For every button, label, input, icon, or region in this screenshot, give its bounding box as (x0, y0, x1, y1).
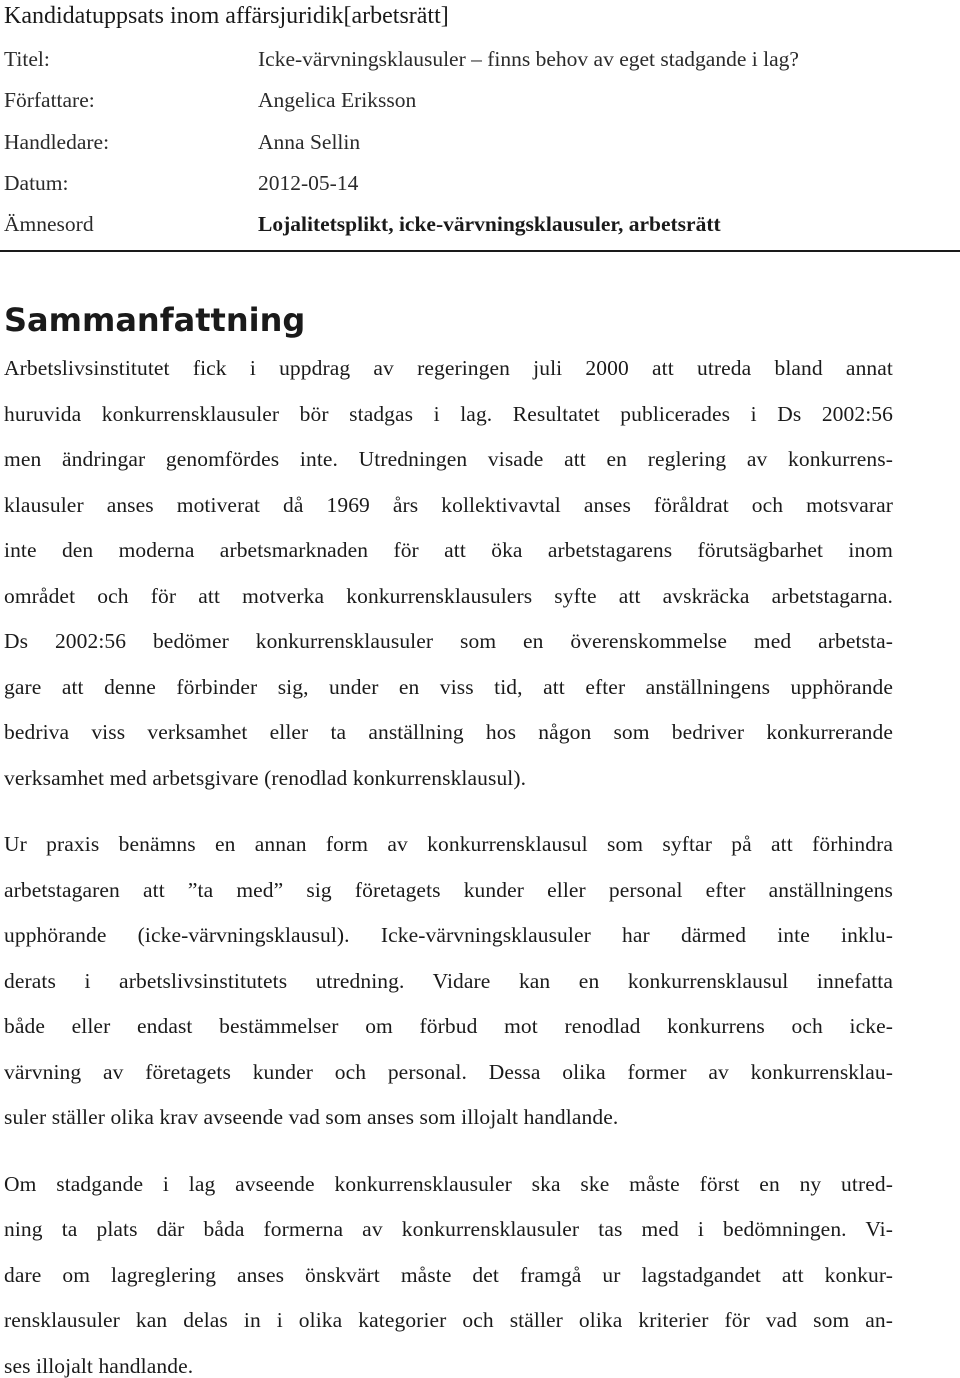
meta-row-date (0, 164, 960, 205)
meta-row-supervisor (0, 123, 960, 164)
date-value: 2012-05-14 (258, 170, 359, 195)
paragraph-line: både eller endast bestämmelser om förbud mot renodlad konkurrens och icke- (4, 1014, 893, 1038)
supervisor-label: Handledare: (4, 129, 110, 154)
paragraph-line: gare att denne förbinder sig, under en viss tid, att efter anställningens upphörande (4, 674, 893, 699)
paragraph-line: dare om lagreglering anses önskvärt måste det framgå ur lagstadgandet att konkur- (4, 1262, 893, 1287)
summary-paragraph (4, 822, 893, 1141)
document-heading: Kandidatuppsats inom affärsjuridik[arbetsrätt] (4, 3, 449, 29)
meta-row-title (0, 40, 960, 81)
paragraph-line: upphörande (icke-värvningsklausul). Icke-värvningsklausuler har därmed inte inklu- (4, 923, 893, 947)
paragraph-line: rensklausuler kan delas in i olika kategorier och ställer olika kriterier för vad som an- (4, 1308, 893, 1332)
paragraph-line: Arbetslivsinstitutet fick i uppdrag av regeringen juli 2000 att utreda bland annat (4, 356, 893, 380)
thesis-metadata (0, 40, 960, 252)
meta-row-keywords (0, 205, 960, 246)
title-label: Titel: (4, 47, 50, 71)
paragraph-line: verksamhet med arbetsgivare (renodlad konkurrensklausul). (4, 765, 527, 790)
paragraph-line: bedriva viss verksamhet eller ta anställning hos någon som bedriver konkurrerande (4, 720, 893, 744)
summary-paragraph (4, 346, 893, 801)
author-label: Författare: (4, 88, 95, 113)
keywords-label: Ämnesord (4, 212, 94, 237)
paragraph-line: inte den moderna arbetsmarknaden för att öka arbetstagarens förutsägbarhet inom (4, 538, 893, 562)
title-value: Icke-värvningsklausuler – finns behov av eget stadgande i lag? (258, 47, 799, 71)
author-value: Angelica Eriksson (258, 88, 417, 113)
paragraph-line: men ändringar genomfördes inte. Utredningen visade att en reglering av konkurrens- (4, 447, 893, 471)
keywords-value: Lojalitetsplikt, icke-värvningsklausuler, arbetsrätt (258, 212, 721, 237)
paragraph-line: arbetstagaren att ”ta med” sig företagets kunder eller personal efter anställningens (4, 877, 893, 902)
paragraph-line: ning ta plats där båda formerna av konkurrensklausuler tas med i bedömningen. Vi- (4, 1217, 893, 1241)
supervisor-value: Anna Sellin (258, 129, 361, 154)
summary-paragraph (4, 1162, 893, 1378)
paragraph-line: ses illojalt handlande. (4, 1353, 194, 1378)
paragraph-line: området och för att motverka konkurrensklausulers syfte att avskräcka arbetstagarna. (4, 583, 893, 608)
paragraph-line: suler ställer olika krav avseende vad som anses som illojalt handlande. (4, 1105, 619, 1129)
summary-heading: Sammanfattning (4, 301, 306, 339)
paragraph-line: värvning av företagets kunder och personal. Dessa olika former av konkurrensklau- (4, 1059, 893, 1084)
meta-row-author (0, 81, 960, 122)
paragraph-line: Ds 2002:56 bedömer konkurrensklausuler som en överenskommelse med arbetsta- (4, 629, 893, 653)
paragraph-line: Ur praxis benämns en annan form av konkurrensklausul som syftar på att förhindra (4, 832, 893, 856)
paragraph-line: derats i arbetslivsinstitutets utredning. Vidare kan en konkurrensklausul innefatta (4, 968, 893, 993)
paragraph-line: klausuler anses motiverat då 1969 års kollektivavtal anses föråldrat och motsvarar (4, 492, 893, 517)
paragraph-line: Om stadgande i lag avseende konkurrensklausuler ska ske måste först en ny utred- (4, 1171, 893, 1196)
summary-body (4, 346, 893, 1378)
date-label: Datum: (4, 170, 69, 195)
paragraph-line: huruvida konkurrensklausuler bör stadgas i lag. Resultatet publicerades i Ds 2002:56 (4, 401, 893, 426)
